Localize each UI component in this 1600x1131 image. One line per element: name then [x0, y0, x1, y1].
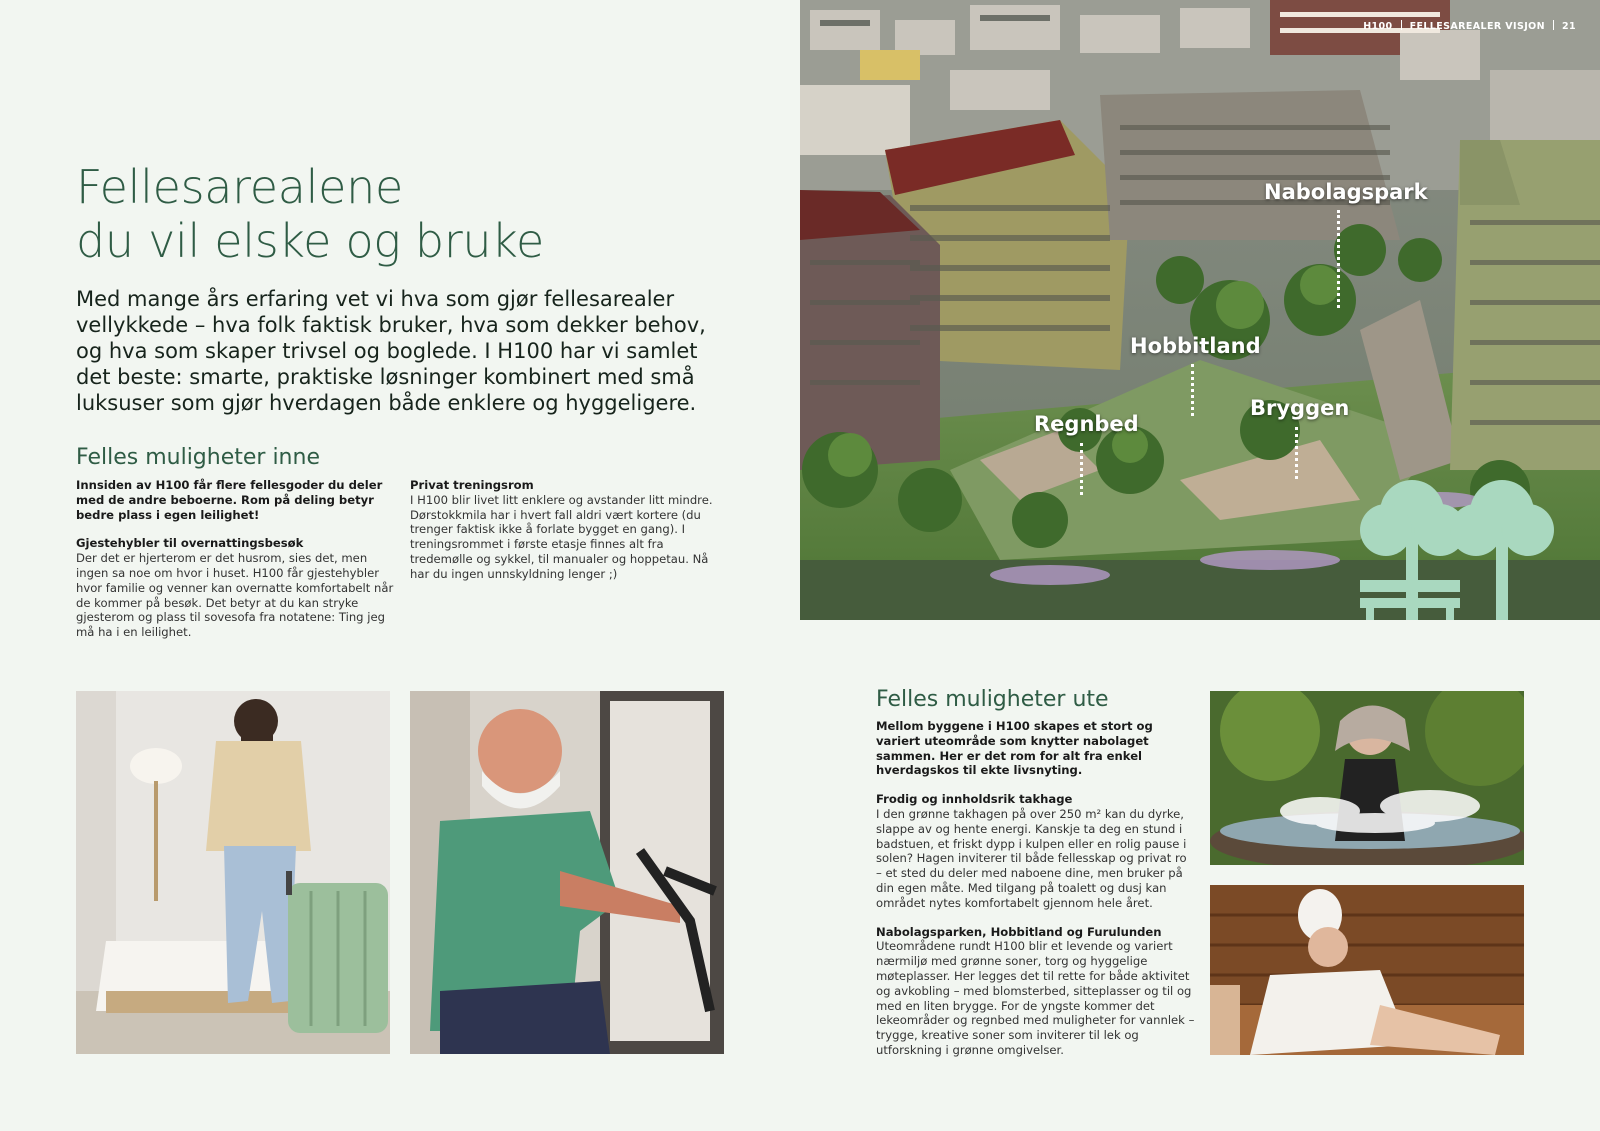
outside-heading: Felles muligheter ute	[876, 687, 1109, 712]
aerial-illustration	[800, 0, 1600, 620]
label-regnbed: Regnbed	[1034, 412, 1139, 436]
gym-text: I H100 blir livet litt enklere og avstander litt mindre. Dørstokkmila har i hvert fall aldri vært kortere (du trenger faktisk ikke å forlate bygget en gang). I treningsrommet i første etasje finnes alt fra tredemølle og sykkel, til manualer og hoppetau. Nå har du ingen unnskyldning lenger ;)	[410, 492, 713, 581]
marker-bryggen	[1295, 427, 1298, 479]
marker-regnbed	[1080, 443, 1083, 495]
outside-column	[876, 719, 1196, 1058]
photo-woman-sauna	[1210, 885, 1524, 1055]
section-tag	[1363, 20, 1576, 32]
label-bryggen: Bryggen	[1250, 396, 1350, 420]
section-tag-title: FELLESAREALER VISJON	[1409, 21, 1545, 32]
photo-woman-cold-plunge	[1210, 691, 1524, 865]
photo-woman-with-suitcase	[76, 691, 390, 1054]
aerial-rendering	[800, 0, 1600, 620]
roof-garden-title: Frodig og innholdsrik takhage	[876, 792, 1073, 807]
outside-intro: Mellom byggene i H100 skapes et stort og variert uteområde som knytter nabolaget sammen. Her er det rom for alt fra enkel hverdagskos til ekte livsnyting.	[876, 719, 1153, 778]
page-number: 21	[1561, 21, 1576, 32]
page-title	[76, 160, 696, 268]
inside-column-left	[76, 478, 394, 640]
inside-intro: Innsiden av H100 får flere fellesgoder du deler med de andre beboerne. Rom på deling betyr bedre plass i egen leilighet!	[76, 478, 383, 522]
inside-heading: Felles muligheter inne	[76, 445, 320, 470]
label-hobbitland: Hobbitland	[1130, 334, 1261, 358]
marker-hobbitland	[1191, 364, 1194, 416]
gym-title: Privat treningsrom	[410, 478, 534, 492]
section-tag-brand: H100	[1363, 21, 1393, 32]
inside-column-right	[410, 478, 726, 582]
lead-paragraph: Med mange års erfaring vet vi hva som gjør fellesarealer vellykkede – hva folk faktisk bruker, hva som dekker behov, og hva som skaper trivsel og boglede. I H100 har vi samlet det beste: smarte, praktiske løsninger kombinert med små luksuser som gjør hverdagen både enklere og hyggeligere.	[76, 287, 706, 415]
photo-man-exercise-bike	[410, 691, 724, 1054]
label-nabolagspark: Nabolagspark	[1264, 180, 1428, 204]
neighbourhood-park-title: Nabolagsparken, Hobbitland og Furulunden	[876, 924, 1162, 939]
roof-garden-text: I den grønne takhagen på over 250 m² kan du dyrke, slappe av og hente energi. Kanskje ta deg en stund i badstuen, et friskt dypp i kulpen eller en rolig pause i solen? Hagen inviterer til både fellesskap og privat ro – et sted du deler med naboene dine, men bruker på din egen måte. Med tilgang på toalett og dusj kan området nytes komfortabelt gjennom hele året.	[876, 806, 1187, 910]
guest-rooms-text: Der det er hjerterom er det husrom, sies det, men ingen sa noe om hvor i huset. H100 får gjestehybler hvor familie og venner kan overnatte komfortabelt når de kommer på besøk. Det betyr at du kan stryke gjesterom og plass til sovesofa fra notatene: Ting jeg må ha i en leilighet.	[76, 551, 394, 640]
marker-nabolagspark	[1337, 210, 1340, 308]
neighbourhood-park-text: Uteområdene rundt H100 blir et levende og variert nærmiljø med grønne soner, torg og hyggelige møteplasser. Her legges det til rette for både aktivitet og avkobling – med blomsterbed, sitteplasser og til og med en liten brygge. For de yngste kommer det lekeområder og regnbed med muligheter for vannlek – trygge, kreative soner som inviterer til lek og utforskning i grønne omgivelser.	[876, 939, 1195, 1057]
page-title-line1: Fellesarealene	[76, 160, 403, 214]
guest-rooms-title: Gjestehybler til overnattingsbesøk	[76, 536, 304, 551]
page-title-line2: du vil elske og bruke	[76, 214, 544, 268]
